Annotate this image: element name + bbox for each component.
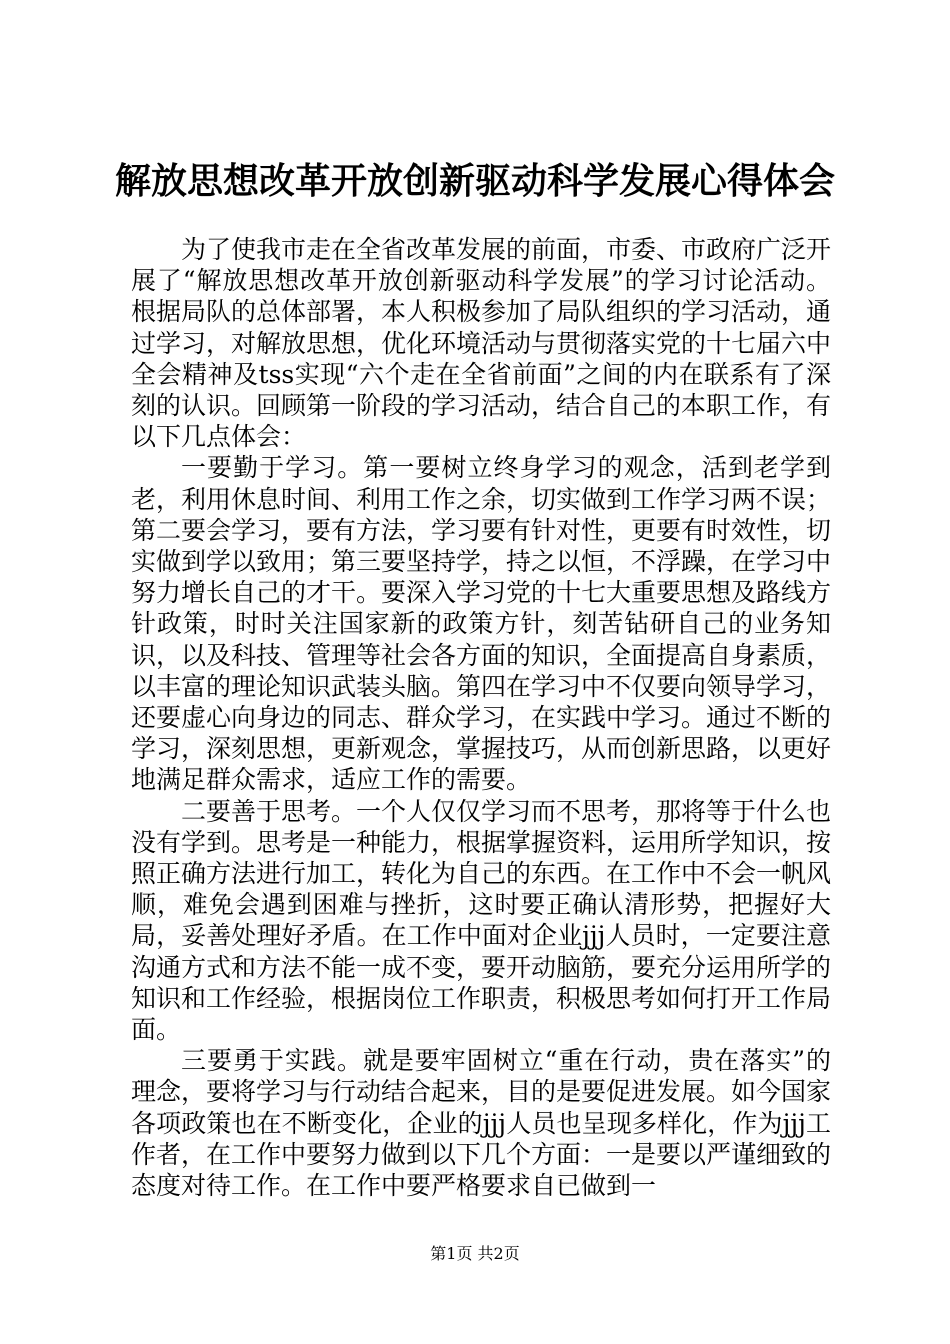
paragraph-practice: 三要勇于实践。就是要牢固树立“重在行动，贵在落实”的理念，要将学习与行动结合起来，目的是要促进发展。如今国家各项政策也在不断变化，企业的jjj人员也呈现多样化，作为jjj工作者，在工作中要努力做到以下几个方面：一是要以严谨细致的态度对待工作。在工作中要严格要求自已做到一 — [131, 1046, 832, 1201]
page-number-footer: 第1页 共2页 — [430, 1244, 520, 1263]
document-body — [131, 234, 831, 1201]
document-title: 解放思想改革开放创新驱动科学发展心得体会 — [114, 161, 835, 202]
paragraph-think: 二要善于思考。一个人仅仅学习而不思考，那将等于什么也没有学到。思考是一种能力，根据掌握资料，运用所学知识，按照正确方法进行加工，转化为自己的东西。在工作中不会一帆风顺，难免会遇到困难与挫折，这时要正确认清形势，把握好大局，妥善处理好矛盾。在工作中面对企业jjj人员时，一定要注意沟通方式和方法不能一成不变，要开动脑筋，要充分运用所学的知识和工作经验，根据岗位工作职责，积极思考如何打开工作局面。 — [131, 796, 832, 1045]
paragraph-intro: 为了使我市走在全省改革发展的前面，市委、市政府广泛开展了“解放思想改革开放创新驱动科学发展”的学习讨论活动。根据局队的总体部署，本人积极参加了局队组织的学习活动，通过学习，对解放思想，优化环境活动与贯彻落实党的十七届六中全会精神及tss实现“六个走在全省前面”之间的内在联系有了深刻的认识。回顾第一阶段的学习活动，结合自己的本职工作，有以下几点体会： — [131, 235, 832, 452]
paragraph-study: 一要勤于学习。第一要树立终身学习的观念，活到老学到老，利用休息时间、利用工作之余，切实做到工作学习两不误；第二要会学习，要有方法，学习要有针对性，更要有时效性，切实做到学以致用；第三要坚持学，持之以恒，不浮躁，在学习中努力增长自己的才干。要深入学习党的十七大重要思想及路线方针政策，时时关注国家新的政策方针，刻苦钻研自己的业务知识，以及科技、管理等社会各方面的知识，全面提高自身素质，以丰富的理论知识武装头脑。第四在学习中不仅要向领导学习，还要虚心向身边的同志、群众学习，在实践中学习。通过不断的学习，深刻思想，更新观念，掌握技巧，从而创新思路，以更好地满足群众需求，适应工作的需要。 — [131, 453, 832, 795]
